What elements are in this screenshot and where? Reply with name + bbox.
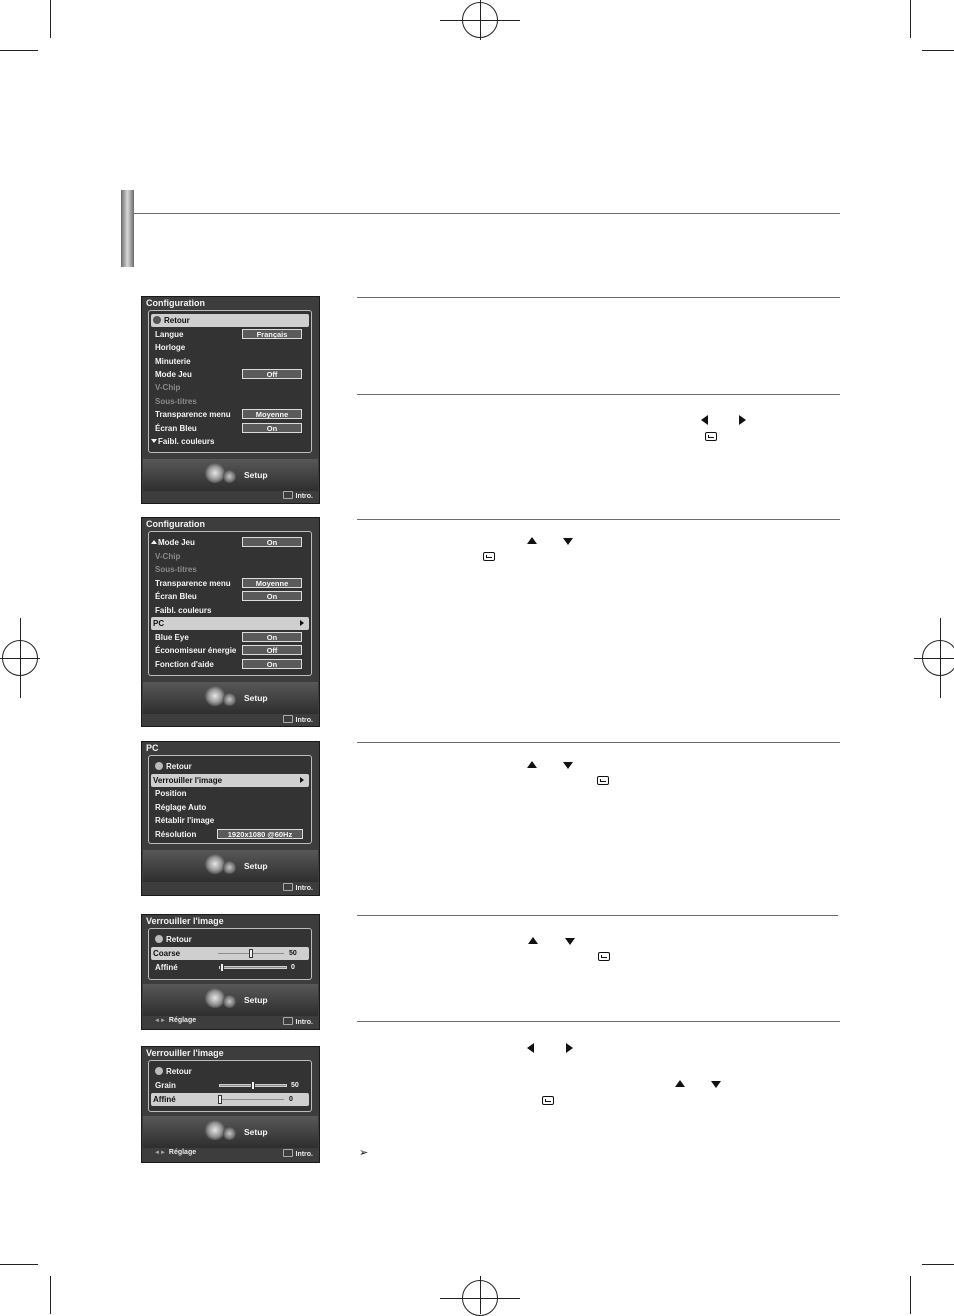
crop-mark (922, 1264, 954, 1265)
registration-mark (480, 0, 481, 40)
menu-item-v-chip: V-Chip (155, 383, 181, 392)
registration-mark (914, 658, 954, 659)
slider-handle[interactable] (251, 1081, 255, 1090)
slider-value: 50 (291, 1082, 299, 1089)
menu-title: Configuration (146, 298, 205, 308)
menu-title: PC (146, 743, 159, 753)
enter-icon (283, 491, 293, 499)
down-button-icon (565, 938, 575, 945)
setup-label: Setup (244, 693, 268, 703)
chevron-right-icon (300, 620, 304, 626)
up-button-icon (528, 937, 538, 944)
menu-footer (143, 459, 318, 491)
crop-mark (0, 1264, 38, 1265)
menu-panel (148, 531, 312, 676)
gear-icon (205, 1120, 225, 1140)
menu-item-faibl-couleurs[interactable]: Faibl. couleurs (153, 435, 309, 448)
menu-item-sous-titres: Sous-titres (155, 565, 197, 574)
enter-button-icon (542, 1096, 554, 1105)
menu-value: Moyenne (242, 578, 302, 588)
enter-hint: Intro. (283, 715, 314, 724)
affine-slider[interactable] (219, 966, 287, 969)
up-button-icon (527, 761, 537, 768)
gear-icon (223, 995, 236, 1008)
menu-item-resolution[interactable]: Résolution 1920x1080 @60Hz (153, 828, 309, 841)
menu-value: On (242, 632, 302, 642)
enter-hint: Intro. (283, 1149, 314, 1158)
menu-title: Configuration (146, 519, 205, 529)
menu-item-fonction-aide[interactable]: Fonction d'aide On (153, 658, 309, 671)
menu-value: On (242, 591, 302, 601)
step-divider (357, 1021, 840, 1022)
menu-item-mode-jeu[interactable]: Mode Jeu On (153, 536, 309, 549)
header-rule (134, 213, 840, 214)
gear-icon (223, 861, 236, 874)
setup-label: Setup (244, 1127, 268, 1137)
registration-mark (20, 618, 21, 698)
menu-panel (148, 755, 312, 844)
enter-icon (283, 1017, 293, 1025)
enter-icon (283, 1149, 293, 1157)
menu-item-coarse[interactable]: Coarse 50 (151, 947, 309, 960)
chevron-right-icon (300, 777, 304, 783)
menu-title: Verrouiller l'image (146, 916, 224, 926)
enter-icon (283, 883, 293, 891)
enter-button-icon (705, 432, 717, 441)
menu-item-retablir[interactable]: Rétablir l'image (155, 816, 215, 825)
up-button-icon (527, 537, 537, 544)
menu-item-affine[interactable]: Affiné 0 (155, 963, 295, 972)
left-button-icon (527, 1043, 534, 1053)
menu-item-reglage-auto[interactable]: Réglage Auto (155, 803, 207, 812)
osd-menu (141, 741, 320, 896)
slider-value: 0 (291, 964, 295, 971)
slider-value: 50 (289, 950, 297, 957)
menu-value: Off (242, 645, 302, 655)
menu-value: On (242, 423, 302, 433)
menu-value: 1920x1080 @60Hz (217, 829, 303, 839)
setup-label: Setup (244, 470, 268, 480)
menu-item-retour[interactable]: Retour (153, 760, 309, 773)
crop-mark (0, 50, 38, 51)
left-right-icon: ◄► (154, 1018, 166, 1024)
menu-value: Off (242, 369, 302, 379)
setup-label: Setup (244, 995, 268, 1005)
gear-icon (205, 463, 225, 483)
gear-icon (223, 1127, 236, 1140)
scroll-down-icon (151, 439, 157, 443)
menu-item-horloge[interactable]: Horloge (155, 343, 186, 352)
menu-footer (143, 1116, 318, 1148)
menu-item-ecran-bleu[interactable]: Écran Bleu On (153, 590, 309, 603)
gear-icon (223, 693, 236, 706)
slider-handle[interactable] (249, 949, 253, 958)
registration-mark (480, 1276, 481, 1314)
crop-mark (50, 0, 51, 38)
menu-item-grain[interactable]: Grain 50 (155, 1081, 299, 1090)
step-divider (357, 915, 838, 916)
menu-item-affine[interactable]: Affiné 0 (151, 1093, 309, 1106)
menu-value: On (242, 537, 302, 547)
enter-button-icon (597, 776, 609, 785)
menu-item-retour[interactable]: Retour (151, 314, 309, 327)
return-icon (153, 316, 161, 324)
enter-button-icon (483, 552, 495, 561)
crop-mark (910, 1276, 911, 1314)
menu-footer (143, 984, 318, 1016)
enter-button-icon (598, 952, 610, 961)
osd-menu (141, 517, 320, 727)
section-header-bar (121, 190, 134, 267)
step-divider (357, 297, 840, 298)
menu-title: Verrouiller l'image (146, 1048, 224, 1058)
down-button-icon (563, 762, 573, 769)
menu-value: On (242, 659, 302, 669)
left-right-icon: ◄► (154, 1150, 166, 1156)
adjust-hint: ◄► Réglage (154, 1017, 197, 1024)
menu-item-faibl-couleurs[interactable]: Faibl. couleurs (155, 606, 212, 615)
up-button-icon (675, 1080, 685, 1087)
left-button-icon (701, 415, 708, 425)
gear-icon (223, 470, 236, 483)
scroll-up-icon (151, 540, 157, 544)
grain-slider[interactable] (219, 1084, 287, 1087)
menu-panel (148, 310, 312, 453)
menu-item-economiseur[interactable]: Économiseur énergie Off (153, 644, 309, 657)
step-divider (357, 742, 840, 743)
menu-panel (148, 928, 312, 980)
osd-menu (141, 914, 320, 1030)
coarse-slider[interactable] (217, 952, 285, 955)
enter-hint: Intro. (283, 1017, 314, 1026)
return-icon (155, 762, 163, 770)
menu-item-verrouiller[interactable]: Verrouiller l'image (151, 774, 309, 787)
affine-slider[interactable] (217, 1098, 285, 1101)
slider-handle[interactable] (220, 963, 224, 972)
menu-item-transparence[interactable]: Transparence menu Moyenne (153, 408, 309, 421)
gear-icon (205, 988, 225, 1008)
menu-item-position[interactable]: Position (155, 789, 187, 798)
menu-item-sous-titres: Sous-titres (155, 397, 197, 406)
adjust-hint: ◄► Réglage (154, 1149, 197, 1156)
menu-value: Moyenne (242, 409, 302, 419)
enter-icon (283, 715, 293, 723)
return-icon (155, 1067, 163, 1075)
note-marker: ➢ (359, 1147, 369, 1159)
menu-item-langue[interactable]: Langue Français (153, 328, 309, 341)
gear-icon (205, 686, 225, 706)
osd-menu (141, 296, 320, 504)
enter-hint: Intro. (283, 883, 314, 892)
right-button-icon (566, 1043, 573, 1053)
menu-item-v-chip: V-Chip (155, 552, 181, 561)
menu-item-minuterie[interactable]: Minuterie (155, 357, 191, 366)
menu-item-blue-eye[interactable]: Blue Eye On (153, 631, 309, 644)
menu-item-ecran-bleu[interactable]: Écran Bleu On (153, 422, 309, 435)
crop-mark (50, 1276, 51, 1314)
slider-handle[interactable] (218, 1095, 222, 1104)
right-button-icon (739, 415, 746, 425)
menu-item-transparence[interactable]: Transparence menu Moyenne (153, 577, 309, 590)
enter-hint: Intro. (283, 491, 314, 500)
return-icon (155, 935, 163, 943)
menu-item-mode-jeu[interactable]: Mode Jeu Off (153, 368, 309, 381)
slider-value: 0 (289, 1096, 293, 1103)
down-button-icon (563, 538, 573, 545)
menu-item-retour[interactable]: Retour (153, 933, 309, 946)
down-button-icon (711, 1081, 721, 1088)
menu-footer (143, 850, 318, 882)
menu-value: Français (242, 329, 302, 339)
menu-item-retour[interactable]: Retour (153, 1065, 309, 1078)
crop-mark (910, 0, 911, 38)
gear-icon (205, 854, 225, 874)
menu-panel (148, 1060, 312, 1112)
crop-mark (922, 50, 954, 51)
step-divider (357, 394, 840, 395)
registration-mark (940, 618, 941, 698)
setup-label: Setup (244, 861, 268, 871)
step-divider (357, 519, 840, 520)
menu-item-pc[interactable]: PC (151, 617, 309, 630)
menu-footer (143, 682, 318, 714)
osd-menu (141, 1046, 320, 1163)
